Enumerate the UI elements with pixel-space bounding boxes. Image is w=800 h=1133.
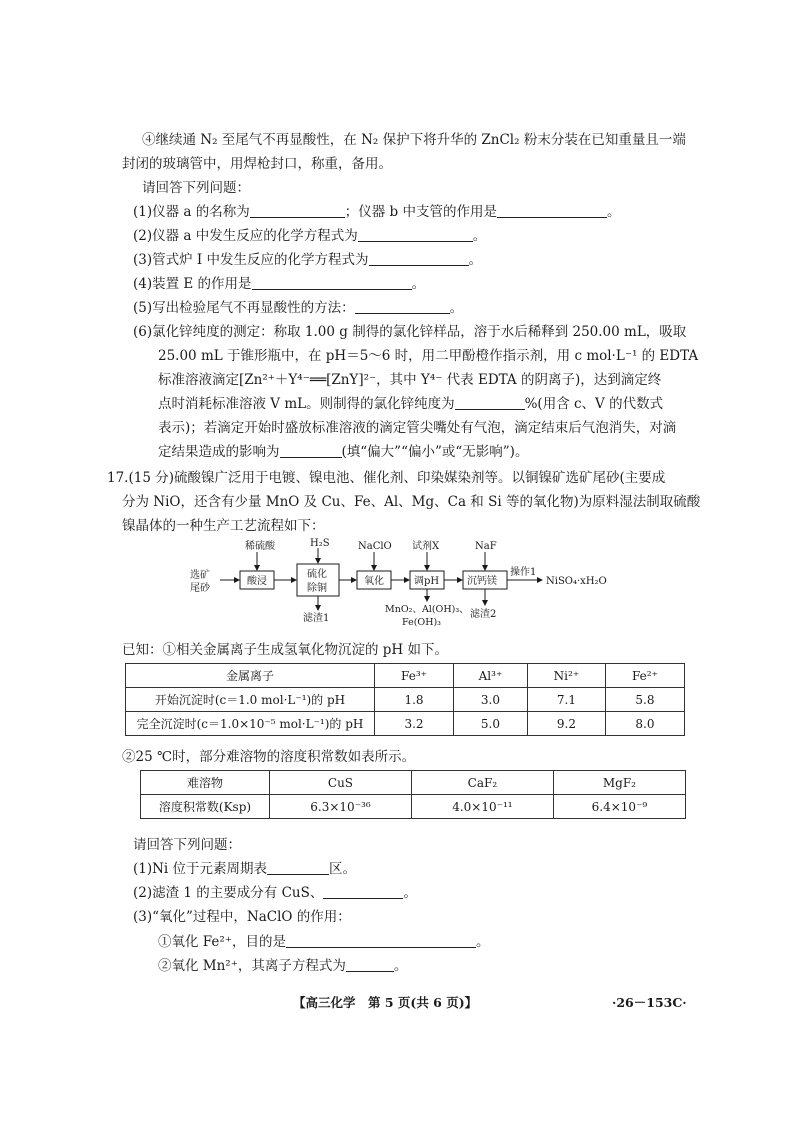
- q16-3: (3)管式炉 Ⅰ 中发生反应的化学方程式为 。: [133, 252, 483, 268]
- input-dilute-h2so4: 稀硫酸: [245, 541, 275, 552]
- input-reagent-x: 试剂X: [412, 541, 440, 552]
- answer-blank[interactable]: [455, 396, 525, 410]
- box-label-acid-leach: 酸浸: [247, 576, 267, 587]
- q17-intro-2: 分为 NiO，还含有少量 MnO 及 Cu、Fe、Al、Mg、Ca 和 Si 等的氧化物)为原料湿法制取硫酸: [122, 494, 701, 510]
- prompt-questions-17: 请回答下列问题：: [133, 837, 241, 853]
- q17-intro-1: 17.(15 分)硫酸镍广泛用于电镀、镍电池、催化剂、印染媒染剂等。以铜镍矿选矿尾砂(主要成: [107, 470, 666, 486]
- known-2: ②25 ℃时，部分难溶物的溶度积常数如表所示。: [122, 749, 416, 765]
- q16-6-line-2: 25.00 mL 于锥形瓶中，在 pH＝5～6 时，用二甲酚橙作指示剂，用 c mol·L⁻¹ 的 EDTA: [158, 348, 699, 364]
- output-residue-1: 滤渣1: [303, 613, 330, 624]
- output-residue-ph-1: MnO₂、Al(OH)₃、: [385, 604, 469, 615]
- q17-3a: ①氧化 Fe²⁺，目的是 。: [158, 934, 490, 950]
- q17-intro-3: 镍晶体的一种生产工艺流程如下：: [122, 518, 325, 534]
- answer-blank[interactable]: [267, 861, 329, 875]
- q16-6-line-6: 定结果造成的影响为 (填“偏大”“偏小”或“无影响”)。: [158, 444, 529, 460]
- table-row: 金属离子 Fe³⁺ Al³⁺ Ni²⁺ Fe²⁺: [126, 664, 685, 688]
- step4-line-1: ④继续通 N₂ 至尾气不再显酸性，在 N₂ 保护下将升华的 ZnCl₂ 粉末分装在已知重量且一端: [142, 132, 686, 148]
- answer-blank[interactable]: [358, 228, 473, 242]
- answer-blank[interactable]: [369, 252, 469, 266]
- q17-1: (1)Ni 位于元素周期表 区。: [133, 861, 357, 877]
- q17-2: (2)滤渣 1 的主要成分有 CuS、 。: [133, 885, 417, 901]
- answer-blank[interactable]: [280, 444, 342, 458]
- q16-6-line-4: 点时消耗标准溶液 V mL。则制得的氯化锌纯度为 %(用含 c、V 的代数式: [158, 396, 664, 412]
- q16-6-line-5: 表示)；若滴定开始时盛放标准溶液的滴定管尖嘴处有气泡，滴定结束后气泡消失，对滴: [158, 420, 677, 436]
- input-naf: NaF: [475, 541, 497, 552]
- q16-5: (5)写出检验尾气不再显酸性的方法： 。: [133, 300, 464, 316]
- answer-blank[interactable]: [355, 300, 450, 314]
- q17-3: (3)“氧化”过程中，NaClO 的作用：: [133, 909, 351, 925]
- footer-page-info: 【高三化学 第 5 页(共 6 页)】: [293, 995, 478, 1010]
- label-start-2: 尾砂: [190, 583, 210, 594]
- q16-6-line-1: (6)氯化锌纯度的测定：称取 1.00 g 制得的氯化锌样品，溶于水后稀释到 250.00 mL，吸取: [133, 324, 687, 340]
- table-row: 溶度积常数(Ksp) 6.3×10⁻³⁶ 4.0×10⁻¹¹ 6.4×10⁻⁹: [141, 795, 686, 819]
- table-row: 难溶物 CuS CaF₂ MgF₂: [141, 771, 686, 795]
- output-residue-ph-2: Fe(OH)₃: [402, 617, 441, 628]
- input-naclo: NaClO: [358, 541, 392, 552]
- step4-line-2: 封闭的玻璃管中，用焊枪封口，称重，备用。: [122, 156, 392, 172]
- label-start-1: 选矿: [190, 570, 210, 581]
- table-row: 开始沉淀时(c＝1.0 mol·L⁻¹)的 pH 1.8 3.0 7.1 5.8: [126, 688, 685, 712]
- label-product: NiSO₄·xH₂O: [546, 576, 607, 587]
- label-operation-1: 操作1: [510, 567, 537, 578]
- box-label-remove-ca-mg: 沉钙镁: [467, 576, 497, 587]
- q16-4: (4)装置 E 的作用是 。: [133, 276, 426, 292]
- answer-blank[interactable]: [346, 958, 394, 972]
- table-row: 完全沉淀时(c＝1.0×10⁻⁵ mol·L⁻¹)的 pH 3.2 5.0 9.2 8.0: [126, 712, 685, 736]
- footer-code: ·26－153C·: [612, 995, 687, 1010]
- known-1: 已知：①相关金属离子生成氢氧化物沉淀的 pH 如下。: [122, 642, 448, 658]
- output-residue-2: 滤渣2: [470, 609, 497, 620]
- box-label-adjust-ph: 调pH: [414, 576, 440, 587]
- box-label-sulfide: 硫化: [307, 569, 327, 580]
- answer-blank[interactable]: [497, 204, 607, 218]
- input-h2s: H₂S: [310, 538, 330, 549]
- process-flowchart: [190, 538, 650, 638]
- q16-2: (2)仪器 a 中发生反应的化学方程式为 。: [133, 228, 487, 244]
- table-ksp: [140, 770, 686, 819]
- answer-blank[interactable]: [252, 276, 412, 290]
- q16-6-line-3: 标准溶液滴定[Zn²⁺＋Y⁴⁻══[ZnY]²⁻，其中 Y⁴⁻ 代表 EDTA 的阴离子)，达到滴定终: [158, 372, 662, 388]
- prompt-questions-16: 请回答下列问题：: [142, 180, 250, 196]
- answer-blank[interactable]: [250, 204, 345, 218]
- box-label-oxidation: 氧化: [364, 576, 384, 587]
- answer-blank[interactable]: [286, 934, 476, 948]
- q16-1: (1)仪器 a 的名称为 ；仪器 b 中支管的作用是 。: [133, 204, 621, 220]
- q17-3b: ②氧化 Mn²⁺，其离子方程式为 。: [158, 958, 408, 974]
- box-label-decopper: 除铜: [307, 583, 327, 594]
- table-precipitation-ph: [125, 663, 685, 736]
- answer-blank[interactable]: [323, 885, 403, 899]
